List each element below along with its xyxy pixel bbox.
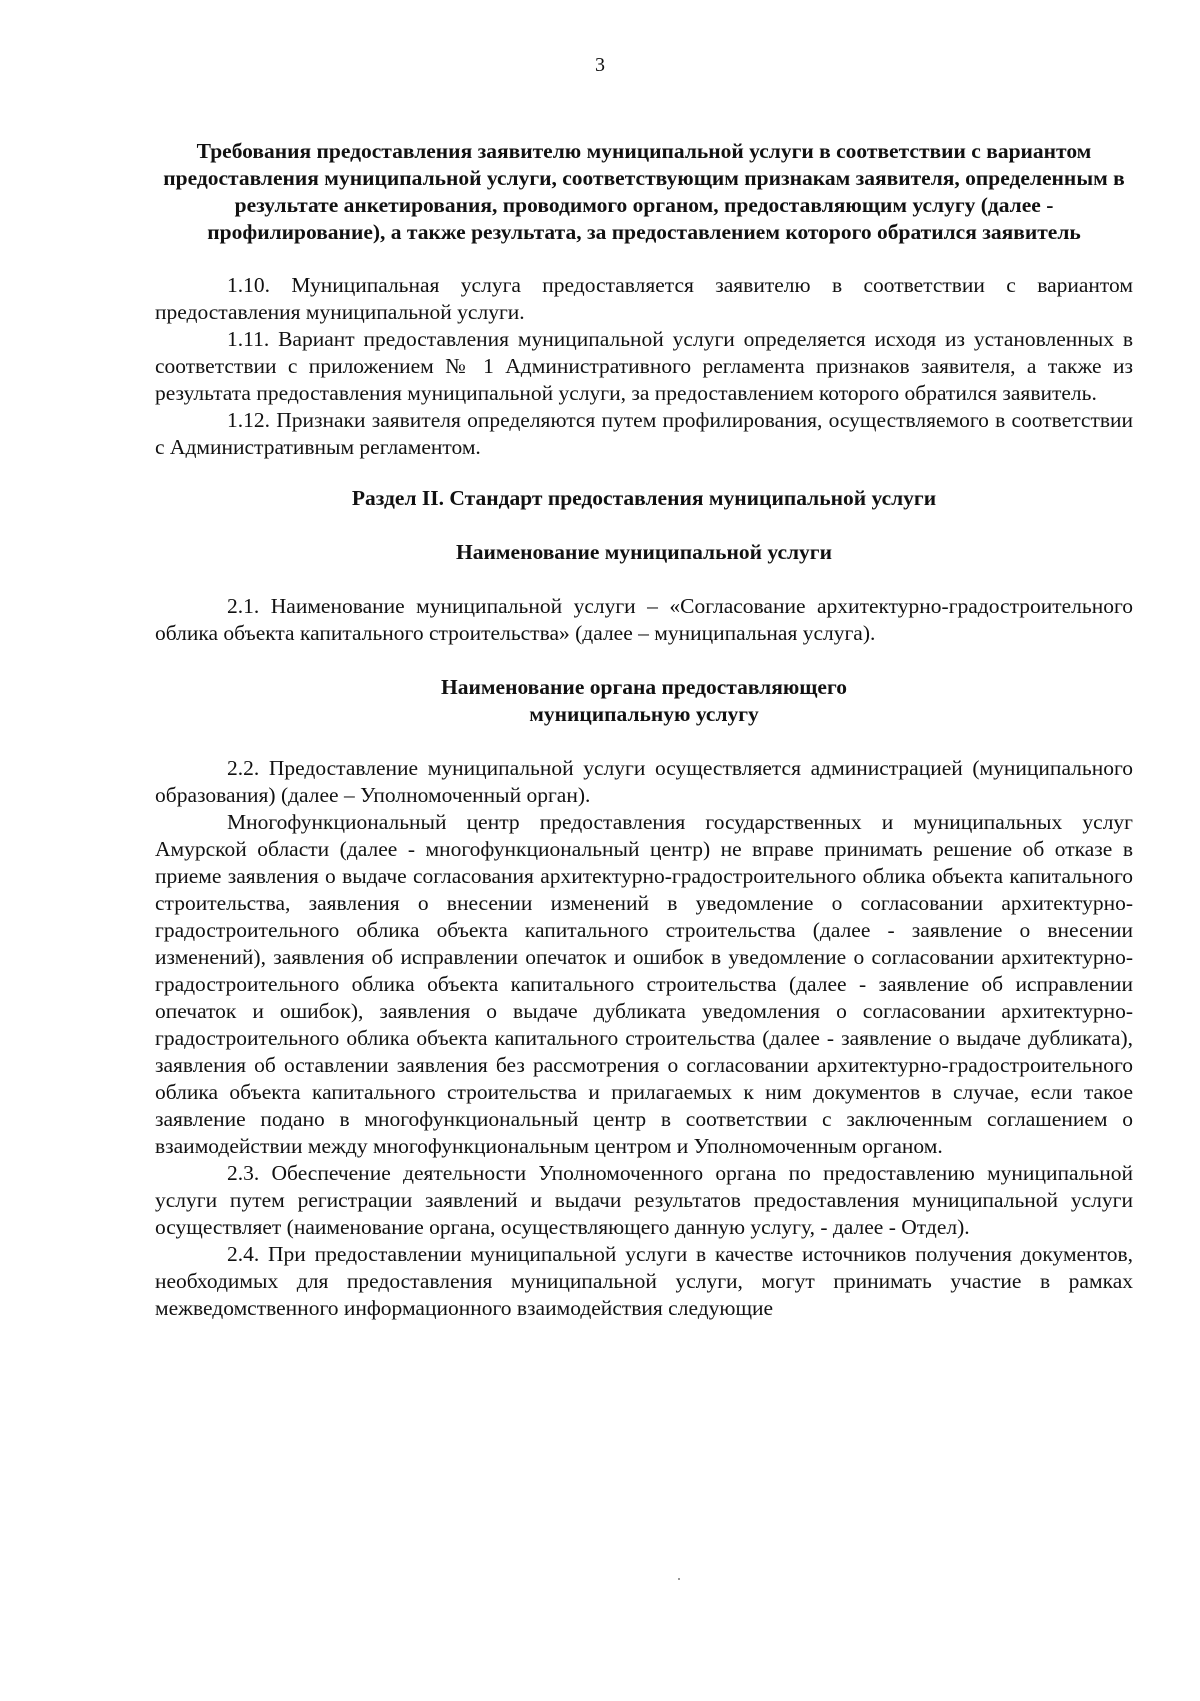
document-body: [155, 138, 1133, 1322]
paragraph-2-2: 2.2. Предоставление муниципальной услуги осуществляется администрацией (муниципального образования) (далее – Уполномоченный орган).: [155, 756, 1133, 807]
paragraph-1-12: 1.12. Признаки заявителя определяются путем профилирования, осуществляемого в соответствии с Административным регламентом.: [155, 408, 1133, 459]
paragraph-1-11: 1.11. Вариант предоставления муниципальной услуги определяется исходя из установленных в соответствии с приложением № 1 Административного регламента признаков заявителя, а также из результата предоставления муниципальной услуги, за предоставлением которого обратился заявитель.: [155, 327, 1133, 405]
paragraph-2-1: 2.1. Наименование муниципальной услуги – «Согласование архитектурно-градостроительного облика объекта капитального строительства» (далее – муниципальная услуга).: [155, 594, 1133, 645]
section-title: Раздел II. Стандарт предоставления муниципальной услуги: [351, 486, 937, 510]
page-number: 3: [595, 54, 605, 76]
paragraph-1-10: 1.10. Муниципальная услуга предоставляется заявителю в соответствии с вариантом предоставления муниципальной услуги.: [155, 273, 1133, 324]
scan-artifact: [678, 1578, 680, 1580]
paragraph-2-3: 2.3. Обеспечение деятельности Уполномоченного органа по предоставлению муниципальной услуги путем регистрации заявлений и выдачи результатов предоставления муниципальной услуги осуществляет (наименование органа, осуществляющего данную услугу, - далее - Отдел).: [155, 1161, 1133, 1239]
subheading-authority-line-1: Наименование органа предоставляющего: [441, 675, 847, 699]
subheading-service-name: Наименование муниципальной услуги: [456, 540, 832, 564]
paragraph-2-4: 2.4. При предоставлении муниципальной услуги в качестве источников получения документов, необходимых для предоставления муниципальной услуги, могут принимать участие в рамках межведомственного информационного взаимодействия следующие: [155, 1242, 1133, 1320]
subheading-authority-name: [155, 674, 1133, 728]
main-heading: Требования предоставления заявителю муниципальной услуги в соответствии с вариантом предоставления муниципальной услуги, соответствующим признакам заявителя, определенным в результате анкетирования, проводимого органом, предоставляющим услугу (далее - профилирование), а также результата, за предоставлением которого обратился заявитель: [163, 139, 1125, 244]
paragraph-mfc: Многофункциональный центр предоставления государственных и муниципальных услуг Амурской области (далее - многофункциональный центр) не вправе принимать решение об отказе в приеме заявления о выдаче согласования архитектурно-градостроительного облика объекта капитального строительства, заявления о внесении изменений в уведомление о согласовании архитектурно-градостроительного облика объекта капитального строительства (далее - заявление о внесении изменений), заявления об исправлении опечаток и ошибок в уведомление о согласовании архитектурно-градостроительного облика объекта капитального строительства (далее - заявление об исправлении опечаток и ошибок), заявления о выдаче дубликата уведомления о согласовании архитектурно-градостроительного облика объекта капитального строительства (далее - заявление о выдаче дубликата), заявления об оставлении заявления без рассмотрения о согласовании архитектурно-градостроительного облика объекта капитального строительства и прилагаемых к ним документов в случае, если такое заявление подано в многофункциональный центр в соответствии с заключенным соглашением о взаимодействии между многофункциональным центром и Уполномоченным органом.: [155, 810, 1133, 1158]
subheading-authority-line-2: муниципальную услугу: [529, 702, 759, 726]
